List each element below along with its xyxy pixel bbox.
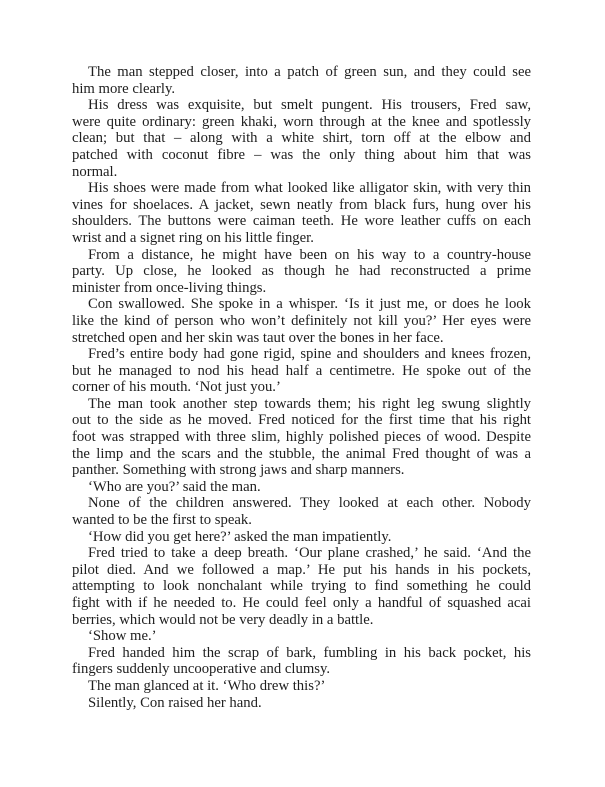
text-line: ‘Who are you?’ said the man.: [88, 478, 261, 495]
text-line: ‘Show me.’: [88, 628, 157, 645]
text-line: patched with coconut fibre – was the only thing about him that was: [72, 146, 531, 163]
text-line: were quite ordinary: green khaki, worn through at the knee and spotlessly: [72, 113, 531, 130]
text-line: Con swallowed. She spoke in a whisper. ‘Is it just me, or does he look: [88, 296, 531, 313]
text-line: The man stepped closer, into a patch of green sun, and they could see: [88, 64, 531, 80]
text-line: Fred handed him the scrap of bark, fumbling in his back pocket, his: [88, 644, 531, 661]
text-line: him more clearly.: [72, 80, 176, 97]
paragraph: [72, 695, 531, 712]
text-line: wanted to be the first to speak.: [72, 512, 252, 529]
text-line: foot was strapped with three slim, highly polished pieces of wood. Despite: [72, 429, 531, 446]
book-page-text: [72, 64, 531, 711]
paragraph: [72, 296, 531, 346]
text-line: stretched open and her skin was taut over the bones in her face.: [72, 329, 444, 346]
text-line: His dress was exquisite, but smelt pungent. His trousers, Fred saw,: [88, 97, 531, 114]
paragraph: [72, 678, 531, 695]
text-line: His shoes were made from what looked like alligator skin, with very thin: [88, 180, 531, 197]
text-line: None of the children answered. They looked at each other. Nobody: [88, 495, 531, 512]
text-line: normal.: [72, 163, 118, 180]
text-line: From a distance, he might have been on his way to a country-house: [88, 246, 531, 263]
paragraph: [72, 545, 531, 628]
text-line: party. Up close, he looked as though he had reconstructed a prime: [72, 263, 531, 280]
text-line: wrist and a signet ring on his little finger.: [72, 229, 314, 246]
text-line: shoulders. The buttons were caiman teeth. He wore leather cuffs on each: [72, 213, 531, 230]
text-line: The man took another step towards them; his right leg swung slightly: [88, 395, 531, 412]
text-line: pilot died. And we followed a map.’ He put his hands in his pockets,: [72, 561, 531, 578]
paragraph: [72, 645, 531, 678]
text-line: Fred tried to take a deep breath. ‘Our plane crashed,’ he said. ‘And the: [88, 545, 531, 562]
text-line: The man glanced at it. ‘Who drew this?’: [88, 677, 326, 694]
paragraph: [72, 346, 531, 396]
paragraph: [72, 247, 531, 297]
paragraph: [72, 396, 531, 479]
text-line: but he managed to nod his head half a centimetre. He spoke out of the: [72, 362, 531, 379]
text-line: fingers suddenly uncooperative and clumsy.: [72, 661, 331, 678]
text-line: Silently, Con raised her hand.: [88, 694, 262, 711]
paragraph: [72, 479, 531, 496]
text-line: the limp and the scars and the stubble, the animal Fred thought of was a: [72, 445, 531, 462]
text-line: Fred’s entire body had gone rigid, spine and shoulders and knees frozen,: [88, 346, 531, 363]
text-line: minister from once-living things.: [72, 279, 267, 296]
paragraph: [72, 97, 531, 180]
paragraph: [72, 180, 531, 246]
text-line: fight with if he needed to. He could feel only a handful of squashed acai: [72, 595, 531, 611]
text-line: panther. Something with strong jaws and sharp manners.: [72, 462, 405, 479]
text-line: like the kind of person who won’t definitely not kill you?’ Her eyes were: [72, 312, 531, 329]
paragraph: [72, 495, 531, 528]
text-line: ‘How did you get here?’ asked the man impatiently.: [88, 528, 392, 545]
text-line: corner of his mouth. ‘Not just you.’: [72, 379, 281, 396]
text-line: vines for shoelaces. A jacket, sewn neatly from black furs, hung over his: [72, 196, 531, 213]
paragraph: [72, 628, 531, 645]
text-line: clean; but that – along with a white shirt, torn off at the elbow and: [72, 130, 531, 147]
text-line: out to the side as he moved. Fred noticed for the first time that his right: [72, 412, 531, 429]
text-line: berries, which would not be very deadly in a battle.: [72, 611, 374, 628]
text-line: attempting to look nonchalant while trying to find something he could: [72, 578, 531, 595]
paragraph: [72, 64, 531, 97]
paragraph: [72, 529, 531, 546]
